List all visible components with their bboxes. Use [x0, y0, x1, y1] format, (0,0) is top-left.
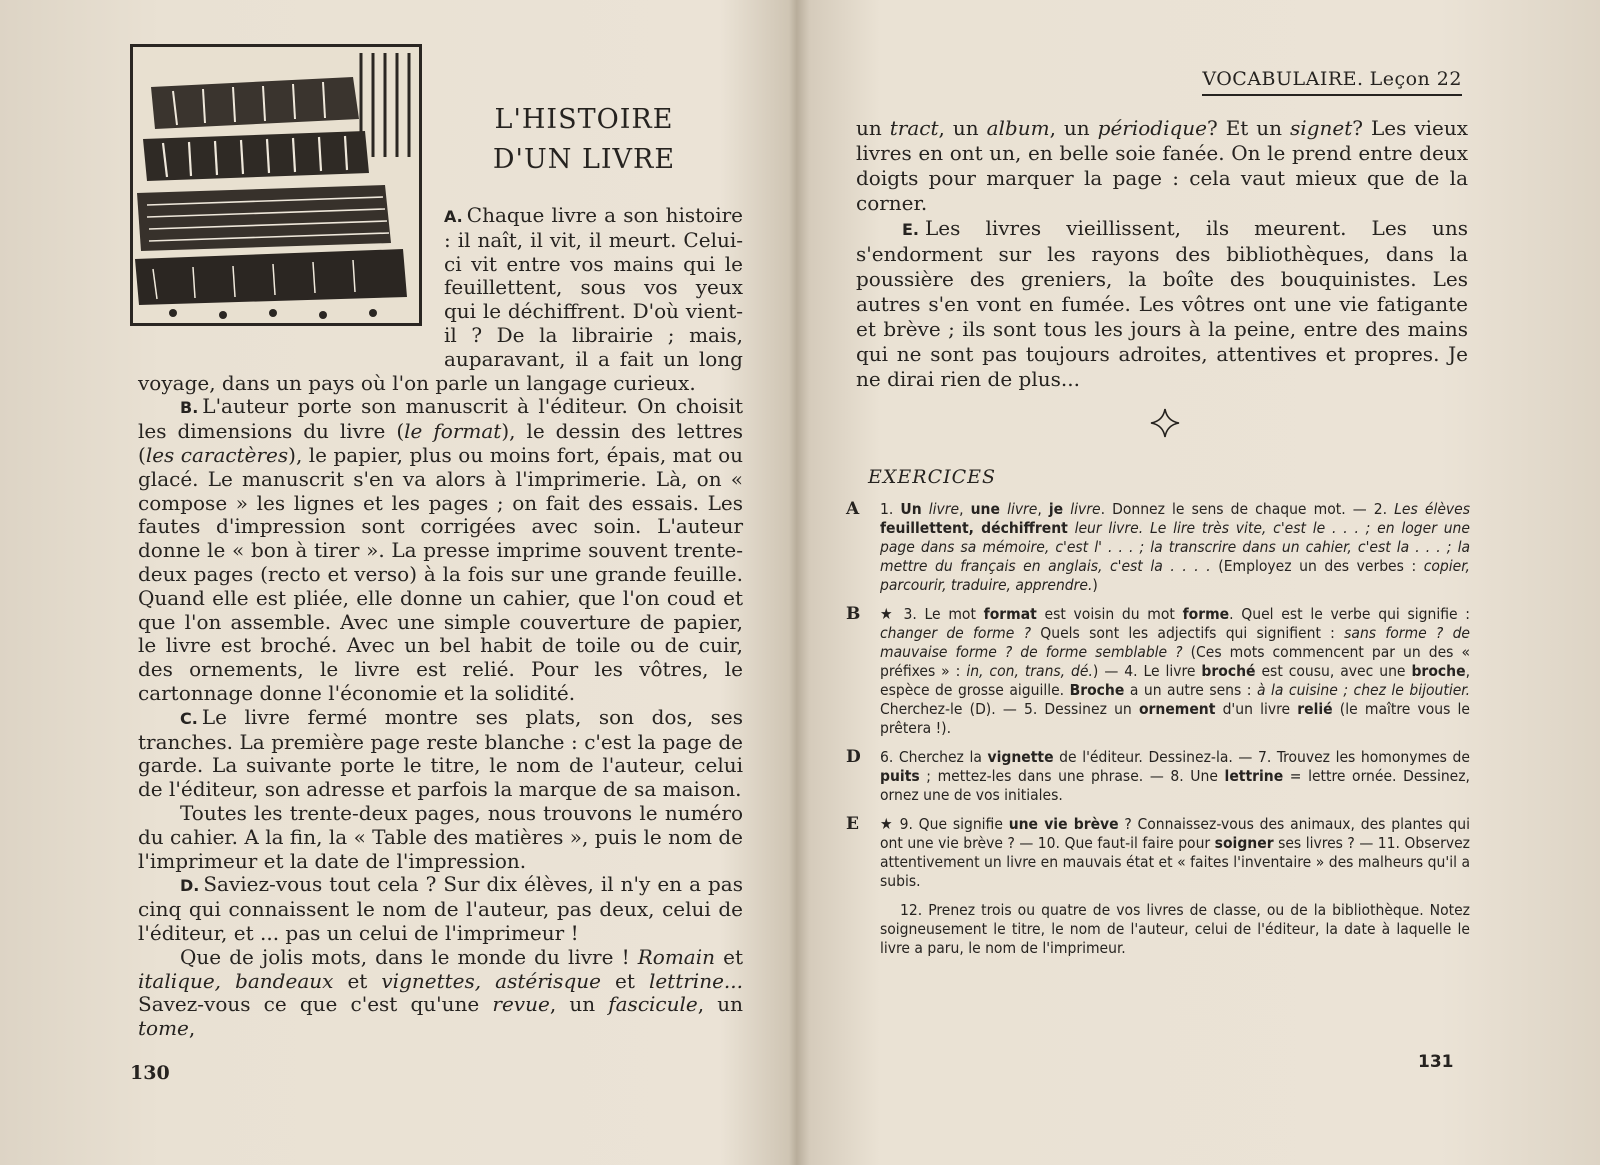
term-les-caracteres: les caractères: [145, 442, 289, 467]
ex-a-verbs: copier, parcourir, traduire, apprendre.: [880, 557, 1470, 594]
d2-et-1: et: [715, 944, 743, 969]
d2-un-2: , un: [697, 992, 744, 1017]
title-line-1: L'HISTOIRE: [494, 104, 674, 135]
ex-b-forme: forme: [1182, 605, 1230, 623]
d2-un-1: , un: [549, 992, 609, 1017]
ex-b-changer: changer de forme ?: [880, 624, 1032, 642]
ex-b-p8: , espèce de grosse aiguille.: [880, 662, 1470, 699]
section-d: [138, 873, 743, 945]
cont-et: ? Et un: [1207, 116, 1291, 140]
section-b-text-1: L'auteur porte son manuscrit à l'éditeur. On choisit les dimensions du livre (: [138, 394, 743, 444]
section-d-letter: D.: [180, 876, 200, 896]
ex-a-p9: [1068, 519, 1075, 537]
ex-a-p7: . Donnez le sens de chaque mot. — 2.: [1100, 500, 1395, 518]
section-b-text-2: ), le dessin des lettres (: [138, 419, 743, 467]
running-head: [1202, 68, 1462, 96]
ex-a-p1: 1.: [880, 500, 901, 518]
exercise-mark-a: A: [846, 499, 860, 519]
section-c: [138, 706, 743, 802]
exercise-mark-d: D: [846, 747, 861, 767]
ex-d-p4: = lettre ornée. Dessinez, ornez une de vos initiales.: [880, 767, 1470, 804]
ex-b-ornement: ornement: [1138, 700, 1216, 718]
ex-b-relie: relié: [1297, 700, 1333, 718]
ex-a-p4: [1000, 500, 1007, 518]
page-number-left: 130: [130, 1062, 170, 1084]
d2-et-2: et: [333, 968, 382, 993]
section-b-letter: B.: [180, 398, 199, 418]
ex-b-p11: d'un livre: [1215, 700, 1298, 718]
ex-a-p5: ,: [1037, 500, 1049, 518]
ex-b-prefixes: in, con, trans, dé.: [966, 662, 1093, 680]
cont-un-1: un: [856, 116, 890, 140]
exercise-group-a: [846, 500, 1470, 595]
d2-et-3: et: [600, 968, 649, 993]
section-e: [856, 216, 1468, 392]
ex-a-eleves: Les élèves: [1394, 500, 1471, 518]
ex-b-p1: ★ 3. Le mot: [880, 605, 984, 623]
term-signet: signet: [1290, 116, 1353, 140]
section-d-2: [138, 946, 743, 1041]
d2-text-2: Savez-vous ce que c'est qu'une: [138, 992, 493, 1017]
ex-d-puits: puits: [880, 767, 920, 785]
four-point-star-ornament-icon: [1150, 408, 1180, 438]
term-tract: tract: [889, 116, 939, 140]
ex-a-p3: ,: [959, 500, 971, 518]
section-a-letter: A.: [444, 207, 463, 226]
main-text: [138, 204, 743, 1041]
cont-un-2: , un: [938, 116, 987, 140]
page-number-right: 131: [1418, 1052, 1454, 1072]
section-e-text: Les livres vieillissent, ils meurent. Les uns s'endorment sur les rayons des bibliothèques, dans la poussière des greniers, la boîte des bouquinistes. Les autres s'en vont en fumée. Les vôtres ont une vie fatigante et brève ; ils sont tous les jours à la peine, entre des mains qui ne sont pas toujours adroites, attentives et propres. Je ne dirai rien de plus...: [856, 216, 1468, 391]
exercise-mark-b: B: [846, 604, 861, 624]
continuation-paragraph: [856, 116, 1468, 216]
ex-a-livre-3: livre: [1070, 500, 1101, 518]
ex-a-livre-2: livre: [1007, 500, 1038, 518]
cont-un-3: , un: [1049, 116, 1098, 140]
ex-d-vignette: vignette: [987, 748, 1054, 766]
exercise-12: 12. Prenez trois ou quatre de vos livres de classe, ou de la bibliothèque. Notez soigneusement le titre, le nom de l'auteur, celui de l'éditeur, la date à laquelle le livre a paru, le nom de l'imprimeur.: [880, 901, 1470, 957]
exercise-group-d: [846, 748, 1470, 805]
ex-d-p3: ; mettez-les dans une phrase. — 8. Une: [919, 767, 1225, 785]
term-lettrine: lettrine...: [648, 968, 743, 993]
ex-b-format: format: [983, 605, 1037, 623]
term-revue: revue: [492, 992, 550, 1017]
continued-text: [856, 116, 1468, 392]
section-e-letter: E.: [902, 220, 920, 239]
term-italique: italique, bandeaux: [138, 968, 334, 993]
exercises-heading: EXERCICES: [868, 466, 997, 488]
term-vignettes: vignettes, astérisque: [381, 968, 601, 993]
ex-b-broche-2: broche: [1411, 662, 1466, 680]
left-page: [0, 0, 790, 1165]
term-tome: tome: [138, 1016, 189, 1041]
ex-d-p2: de l'éditeur. Dessinez-la. — 7. Trouvez les homonymes de: [1053, 748, 1470, 766]
ex-b-broche-3: Broche: [1069, 681, 1125, 699]
ex-a-un: Un: [900, 500, 922, 518]
ex-b-p4: Quels sont les adjectifs qui signifient :: [1031, 624, 1345, 642]
section-b-text-3: ), le papier, plus ou moins fort, épais, mat ou glacé. Le manuscrit s'en va alors à l'imprimerie. Là, on « compose » les lignes et les pages ; on fait des essais. Les fautes d'impression sont corrigées avec soin. L'auteur donne le « bon à tirer ». La presse imprime souvent trente-deux pages (recto et verso) à la fois sur une grande feuille. Quand elle est pliée, elle donne un cahier, que l'on coud et que l'on assemble. Avec une simple couverture de papier, le livre est broché. Avec un bel habit de toile ou de cuir, des ornements, le livre est relié. Pour les vôtres, le cartonnage donne l'économie et la solidité.: [138, 442, 743, 705]
d2-comma: ,: [188, 1016, 196, 1041]
section-c-text: Le livre fermé montre ses plats, son dos, ses tranches. La première page reste blanche : c'est la page de garde. La suivante porte le titre, le nom de l'auteur, celui de l'éditeur, son adresse et parfois la marque de sa maison.: [138, 704, 743, 802]
section-c-letter: C.: [180, 708, 198, 728]
exercise-group-e: [846, 815, 1470, 891]
exercise-group-b: [846, 605, 1470, 738]
ex-e-p3: ses livres ? — 11. Observez attentivement un livre en mauvais état et « faites l'inventaire » des malheurs qu'il a subis.: [880, 834, 1470, 890]
ex-a-je: je: [1048, 500, 1064, 518]
ex-d-lettrine: lettrine: [1224, 767, 1284, 785]
ex-b-broche: broché: [1201, 662, 1256, 680]
cont-rest: ? Les vieux livres en ont un, en belle soie fanée. On le prend entre deux doigts pour marquer la page : cela vaut mieux que de la corner.: [856, 116, 1469, 215]
page-title: [450, 100, 718, 180]
section-a-text: Chaque livre a son histoire : il naît, il vit, il meurt. Celui-ci vit entre vos mains qui le feuillettent, sous vos yeux qui le déchiffrent. D'où vient-il ? De la librairie ; mais, auparavant, il a fait un long voyage, dans un pays où l'on parle un langage curieux.: [138, 203, 743, 395]
ex-a-livre-1: livre: [928, 500, 960, 518]
term-periodique: périodique: [1097, 116, 1207, 140]
title-line-2: D'UN LIVRE: [492, 144, 676, 175]
ex-b-p12: (le maître vous le prêtera !).: [880, 700, 1470, 737]
ex-a-feuillettent: feuillettent, déchiffrent: [880, 519, 1068, 537]
exercise-mark-e: E: [846, 814, 859, 834]
ex-b-sans: sans forme ? de mauvaise forme ? de forme semblable ?: [880, 624, 1471, 661]
right-page: [810, 0, 1600, 1165]
ex-b-p5: (Ces mots commencent par un des « préfixes » :: [880, 643, 1470, 680]
ex-e-vie-breve: une vie brève: [1008, 815, 1119, 833]
ex-b-p2: est voisin du mot: [1036, 605, 1183, 623]
term-album: album: [986, 116, 1050, 140]
d2-text-1: Que de jolis mots, dans le monde du livre !: [180, 944, 638, 969]
ex-d-p1: 6. Cherchez la: [880, 748, 988, 766]
ex-b-p6: ) — 4. Le livre: [1092, 662, 1202, 680]
ex-a-rest: leur livre. Le lire très vite, c'est le . . . ; en loger une page dans sa mémoire, c'est l' . . . ; la transcrire dans un cahier, c'est la . . . ; la mettre du français en anglais, c'est la . . . .: [880, 519, 1470, 575]
ex-b-p7: est cousu, avec une: [1255, 662, 1412, 680]
running-head-lesson: Leçon 22: [1369, 68, 1462, 90]
ex-e-soigner: soigner: [1214, 834, 1274, 852]
section-c-2: [138, 802, 743, 873]
ex-b-p10: Cherchez-le (D). — 5. Dessinez un: [880, 700, 1139, 718]
ex-a-p2: [922, 500, 929, 518]
section-c-text-2: Toutes les trente-deux pages, nous trouvons le numéro du cahier. A la fin, la « Table des matières », puis le nom de l'imprimeur et la date de l'impression.: [138, 800, 743, 873]
term-le-format: le format: [404, 419, 502, 444]
ex-a-p10: (Employez un des verbes :: [1210, 557, 1424, 575]
section-b: [138, 395, 743, 705]
ex-b-p3: . Quel est le verbe qui signifie :: [1229, 605, 1471, 623]
ex-e-p1: ★ 9. Que signifie: [880, 815, 1009, 833]
term-romain: Romain: [637, 944, 715, 969]
running-head-title: VOCABULAIRE.: [1202, 68, 1364, 90]
ex-e-p2: ? Connaissez-vous des animaux, des plantes qui ont une vie brève ? — 10. Que faut-il faire pour: [880, 815, 1470, 852]
exercises-list: [846, 500, 1470, 958]
ex-b-p9: a un autre sens :: [1124, 681, 1257, 699]
ex-a-p11: ): [1092, 576, 1098, 594]
ex-b-cuisine: à la cuisine ; chez le bijoutier.: [1256, 681, 1471, 699]
section-d-text: Saviez-vous tout cela ? Sur dix élèves, il n'y en a pas cinq qui connaissent le nom de l'auteur, pas deux, celui de l'éditeur, et ... pas un celui de l'imprimeur !: [138, 872, 743, 945]
ex-a-une: une: [970, 500, 1000, 518]
term-fascicule: fascicule: [608, 992, 698, 1017]
